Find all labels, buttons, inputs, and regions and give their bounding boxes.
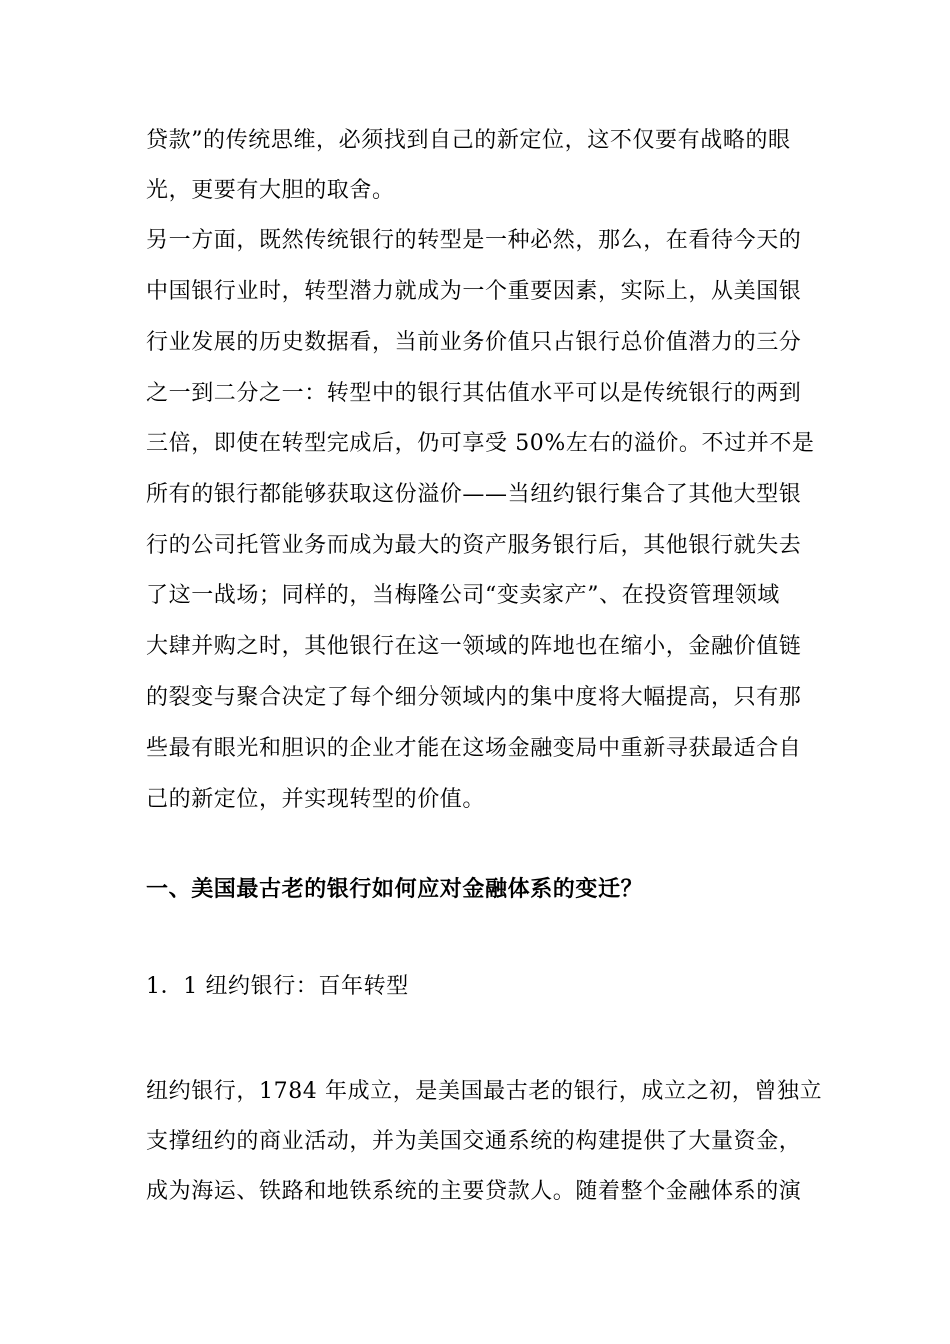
text-line: 大肆并购之时，其他银行在这一领域的阵地也在缩小，金融价值链: [146, 634, 802, 659]
text-line: 贷款”的传统思维，必须找到自己的新定位，这不仅要有战略的眼: [146, 128, 791, 153]
text-line: 些最有眼光和胆识的企业才能在这场金融变局中重新寻获最适合自: [146, 736, 802, 761]
text-line: 中国银行业时，转型潜力就成为一个重要因素，实际上，从美国银: [146, 279, 802, 304]
text-line: 的裂变与聚合决定了每个细分领域内的集中度将大幅提高，只有那: [146, 685, 802, 710]
section-heading: 一、美国最古老的银行如何应对金融体系的变迁？: [146, 876, 644, 902]
text-line: 行业发展的历史数据看，当前业务价值只占银行总价值潜力的三分: [146, 330, 802, 355]
text-line: 支撑纽约的商业活动，并为美国交通系统的构建提供了大量资金，: [146, 1129, 802, 1154]
text-line: 所有的银行都能够获取这份溢价——当纽约银行集合了其他大型银: [146, 482, 802, 507]
text-line: 成为海运、铁路和地铁系统的主要贷款人。随着整个金融体系的演: [146, 1179, 802, 1204]
text-line: 纽约银行，1784 年成立，是美国最古老的银行，成立之初，曾独立: [146, 1079, 823, 1104]
text-line: 己的新定位，并实现转型的价值。: [146, 787, 486, 812]
text-line: 光，更要有大胆的取舍。: [146, 178, 395, 203]
text-line: 另一方面，既然传统银行的转型是一种必然，那么，在看待今天的: [146, 228, 802, 253]
text-line: 三倍，即使在转型完成后，仍可享受 50%左右的溢价。不过并不是: [146, 431, 815, 456]
text-line: 行的公司托管业务而成为最大的资产服务银行后，其他银行就失去: [146, 533, 802, 558]
text-line: 了这一战场；同样的，当梅隆公司“变卖家产”、在投资管理领域: [146, 583, 780, 608]
text-line: 之一到二分之一：转型中的银行其估值水平可以是传统银行的两到: [146, 381, 802, 406]
subsection-heading: 1．1 纽约银行：百年转型: [146, 974, 409, 999]
